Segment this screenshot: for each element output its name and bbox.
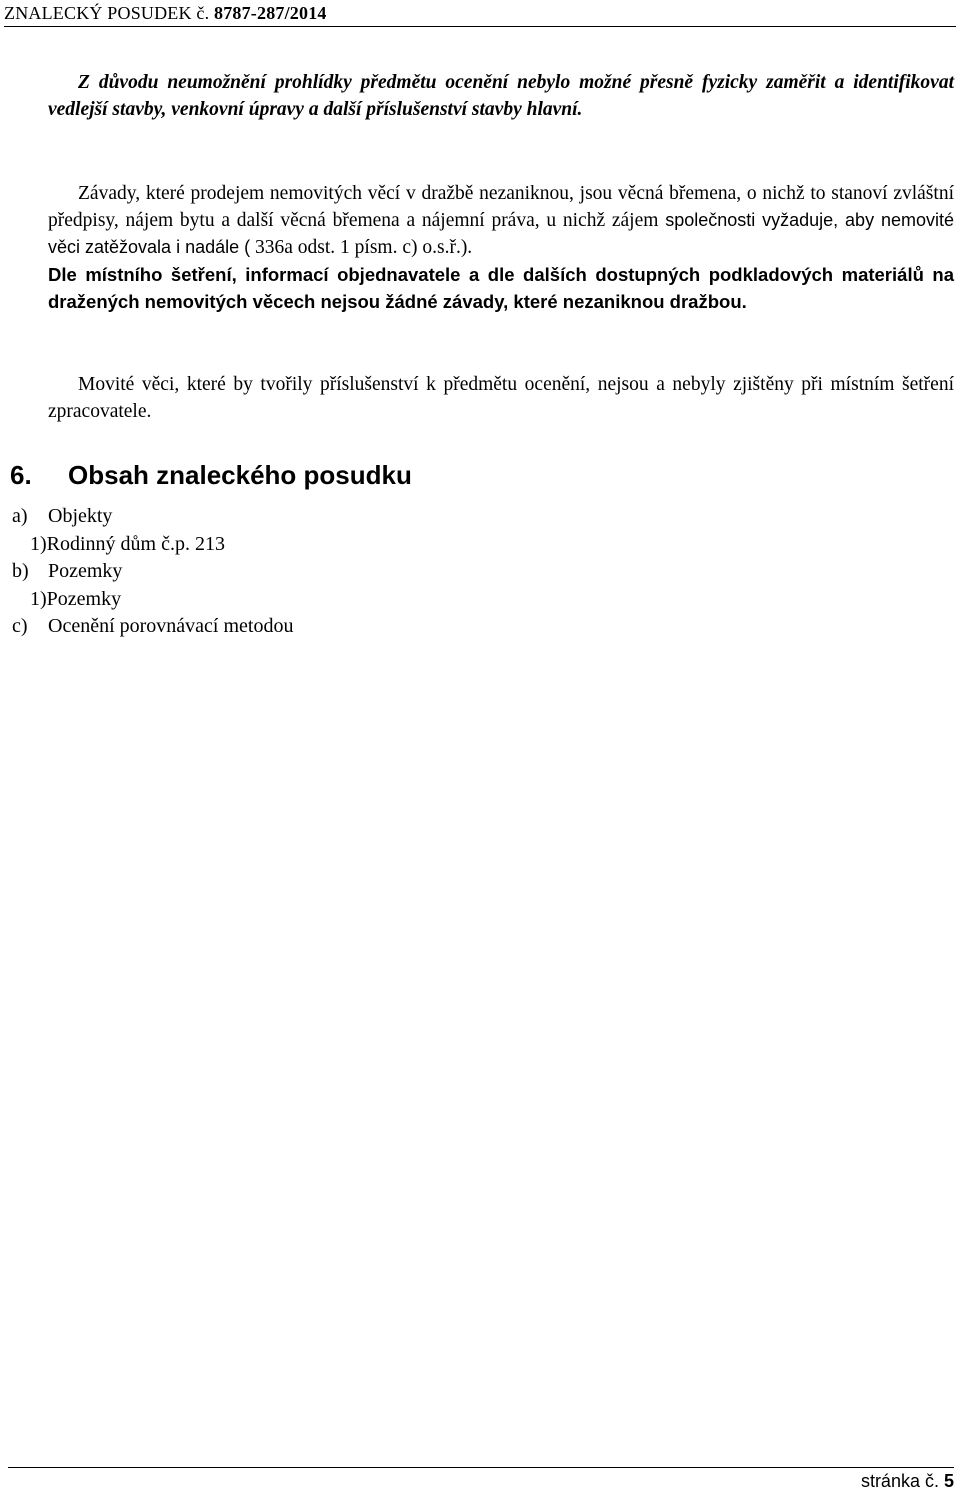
page-number: 5	[943, 1471, 954, 1491]
section-number: 6.	[10, 460, 32, 490]
page-header	[4, 2, 956, 27]
list-item-label: Pozemky	[48, 560, 123, 582]
defects-text-sans: společnosti vyžaduje, aby nemovité věci zatěžovala i nadále (	[48, 210, 954, 257]
header-number: 8787-287/2014	[214, 3, 327, 23]
list-item	[12, 586, 293, 614]
list-item-label: Objekty	[48, 505, 113, 527]
page-footer	[8, 1467, 954, 1492]
section-title: Obsah znaleckého posudku	[68, 460, 412, 490]
list-marker: a)	[12, 505, 28, 527]
list-subitem-label: 1)Rodinný dům č.p. 213	[30, 532, 225, 555]
list-item-label: Ocenění porovnávací metodou	[48, 615, 294, 637]
paragraph-defects	[48, 180, 954, 315]
list-subitem-label: 1)Pozemky	[30, 587, 122, 610]
list-item	[12, 531, 293, 559]
list-item	[12, 503, 293, 531]
list-marker: c)	[12, 615, 28, 637]
defects-text: Závady, které prodejem nemovitých věcí v dražbě nezaniknou, jsou věcná břemena, o nichž to stanoví zvláštní předpisy, nájem bytu a další věcná břemena a nájemní práva, u nichž zájem	[48, 183, 954, 231]
list-marker: b)	[12, 560, 29, 582]
list-item	[12, 558, 293, 586]
defects-legal-ref: 336a odst. 1 písm. c) o.s.ř.).	[255, 237, 473, 258]
defects-conclusion: Dle místního šetření, informací objednavatele a dle dalších dostupných podkladových materiálů na dražených nemovitých věcech nejsou žádné závady, které nezaniknou dražbou.	[48, 264, 954, 312]
footer-label: stránka č.	[860, 1471, 939, 1491]
paragraph-movables: Movité věci, které by tvořily příslušenství k předmětu ocenění, nejsou a nebyly zjištěny při místním šetření zpracovatele.	[48, 374, 954, 422]
list-item	[12, 613, 293, 641]
header-title: ZNALECKÝ POSUDEK č.	[4, 3, 210, 23]
contents-list	[12, 503, 293, 641]
paragraph-inspection-note: Z důvodu neumožnění prohlídky předmětu ocenění nebylo možné přesně fyzicky zaměřit a identifikovat vedlejší stavby, venkovní úpravy a další příslušenství stavby hlavní.	[48, 72, 954, 120]
section-heading	[10, 458, 412, 492]
